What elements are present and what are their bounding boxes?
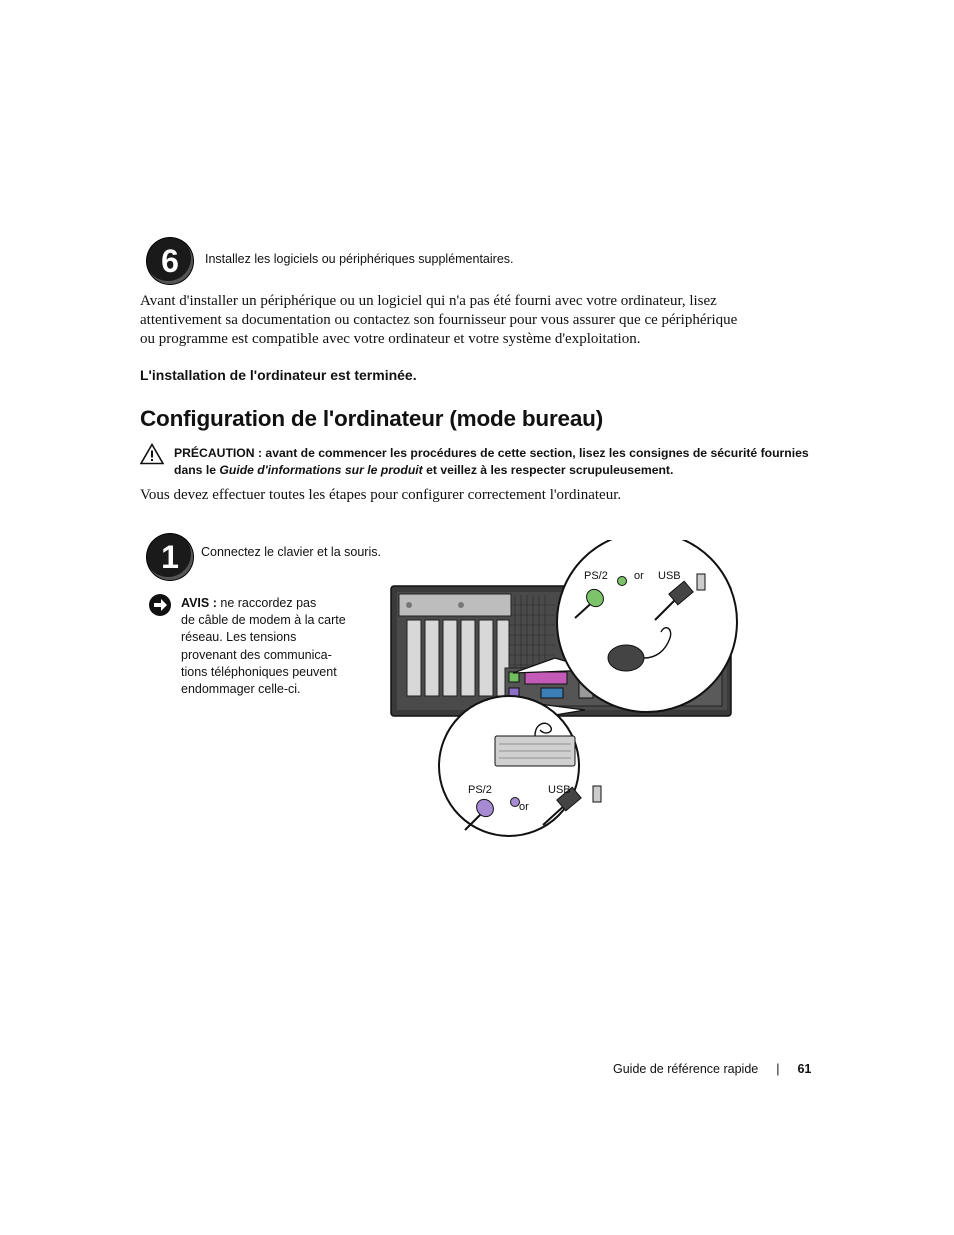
mouse-ps2-label: PS/2 <box>584 570 608 582</box>
mouse-usb-label: USB <box>658 570 681 582</box>
caution-text-prefix: dans le <box>174 463 216 477</box>
intro-text: Vous devez effectuer toutes les étapes pour configurer correctement l'ordinateur. <box>140 487 622 503</box>
parallel-port <box>525 672 567 684</box>
notice-icon <box>148 593 172 617</box>
caution-text-suffix: et veillez à les respecter scrupuleusement. <box>426 463 674 477</box>
step-6-badge <box>147 238 193 284</box>
avis-line: provenant des communica- <box>181 647 332 662</box>
keyboard-ps2-label: PS/2 <box>468 784 492 796</box>
caution-text: avant de commencer les procédures de cette section, lisez les consignes de sécurité fournies <box>265 446 809 460</box>
avis-block <box>181 595 361 698</box>
avis-line: ne raccordez pas <box>220 596 317 610</box>
done-subheading: L'installation de l'ordinateur est terminée. <box>140 367 417 383</box>
step-1-instruction: Connectez le clavier et la souris. <box>201 545 381 559</box>
avis-line: tions téléphoniques peuvent <box>181 664 337 679</box>
keyboard-or-label: or <box>519 801 529 813</box>
keyboard-usb-label: USB <box>548 784 571 796</box>
caution-label: PRÉCAUTION : <box>174 446 263 460</box>
install-paragraph-line: Avant d'installer un périphérique ou un logiciel qui n'a pas été fourni avec votre ordinateur, lisez <box>140 293 717 309</box>
footer <box>613 1062 811 1076</box>
step-6-number: 6 <box>161 242 179 279</box>
caution-block <box>174 445 824 479</box>
footer-guide-title: Guide de référence rapide <box>613 1062 759 1076</box>
serial-port <box>541 688 563 698</box>
page-number: 61 <box>797 1062 812 1076</box>
warning-triangle-icon <box>140 443 164 465</box>
step-6-instruction: Installez les logiciels ou périphériques supplémentaires. <box>205 252 514 266</box>
avis-line: de câble de modem à la carte <box>181 613 346 628</box>
avis-line: endommager celle-ci. <box>181 682 301 697</box>
product-guide-title: Guide d'informations sur le produit <box>219 463 423 477</box>
step-1-number: 1 <box>161 538 179 575</box>
install-paragraph <box>140 292 820 349</box>
section-title: Configuration de l'ordinateur (mode bureau) <box>140 406 603 431</box>
avis-line: réseau. Les tensions <box>181 630 297 645</box>
keyboard-callout <box>439 696 601 836</box>
mouse-or-label: or <box>634 570 644 582</box>
step-1-badge <box>147 534 193 580</box>
install-paragraph-line: attentivement sa documentation ou contactez son fournisseur pour vous assurer que ce périphérique <box>140 312 738 328</box>
footer-separator: | <box>776 1062 780 1076</box>
avis-label: AVIS : <box>181 596 217 610</box>
install-paragraph-line: ou programme est compatible avec votre ordinateur et votre système d'exploitation. <box>140 331 641 347</box>
